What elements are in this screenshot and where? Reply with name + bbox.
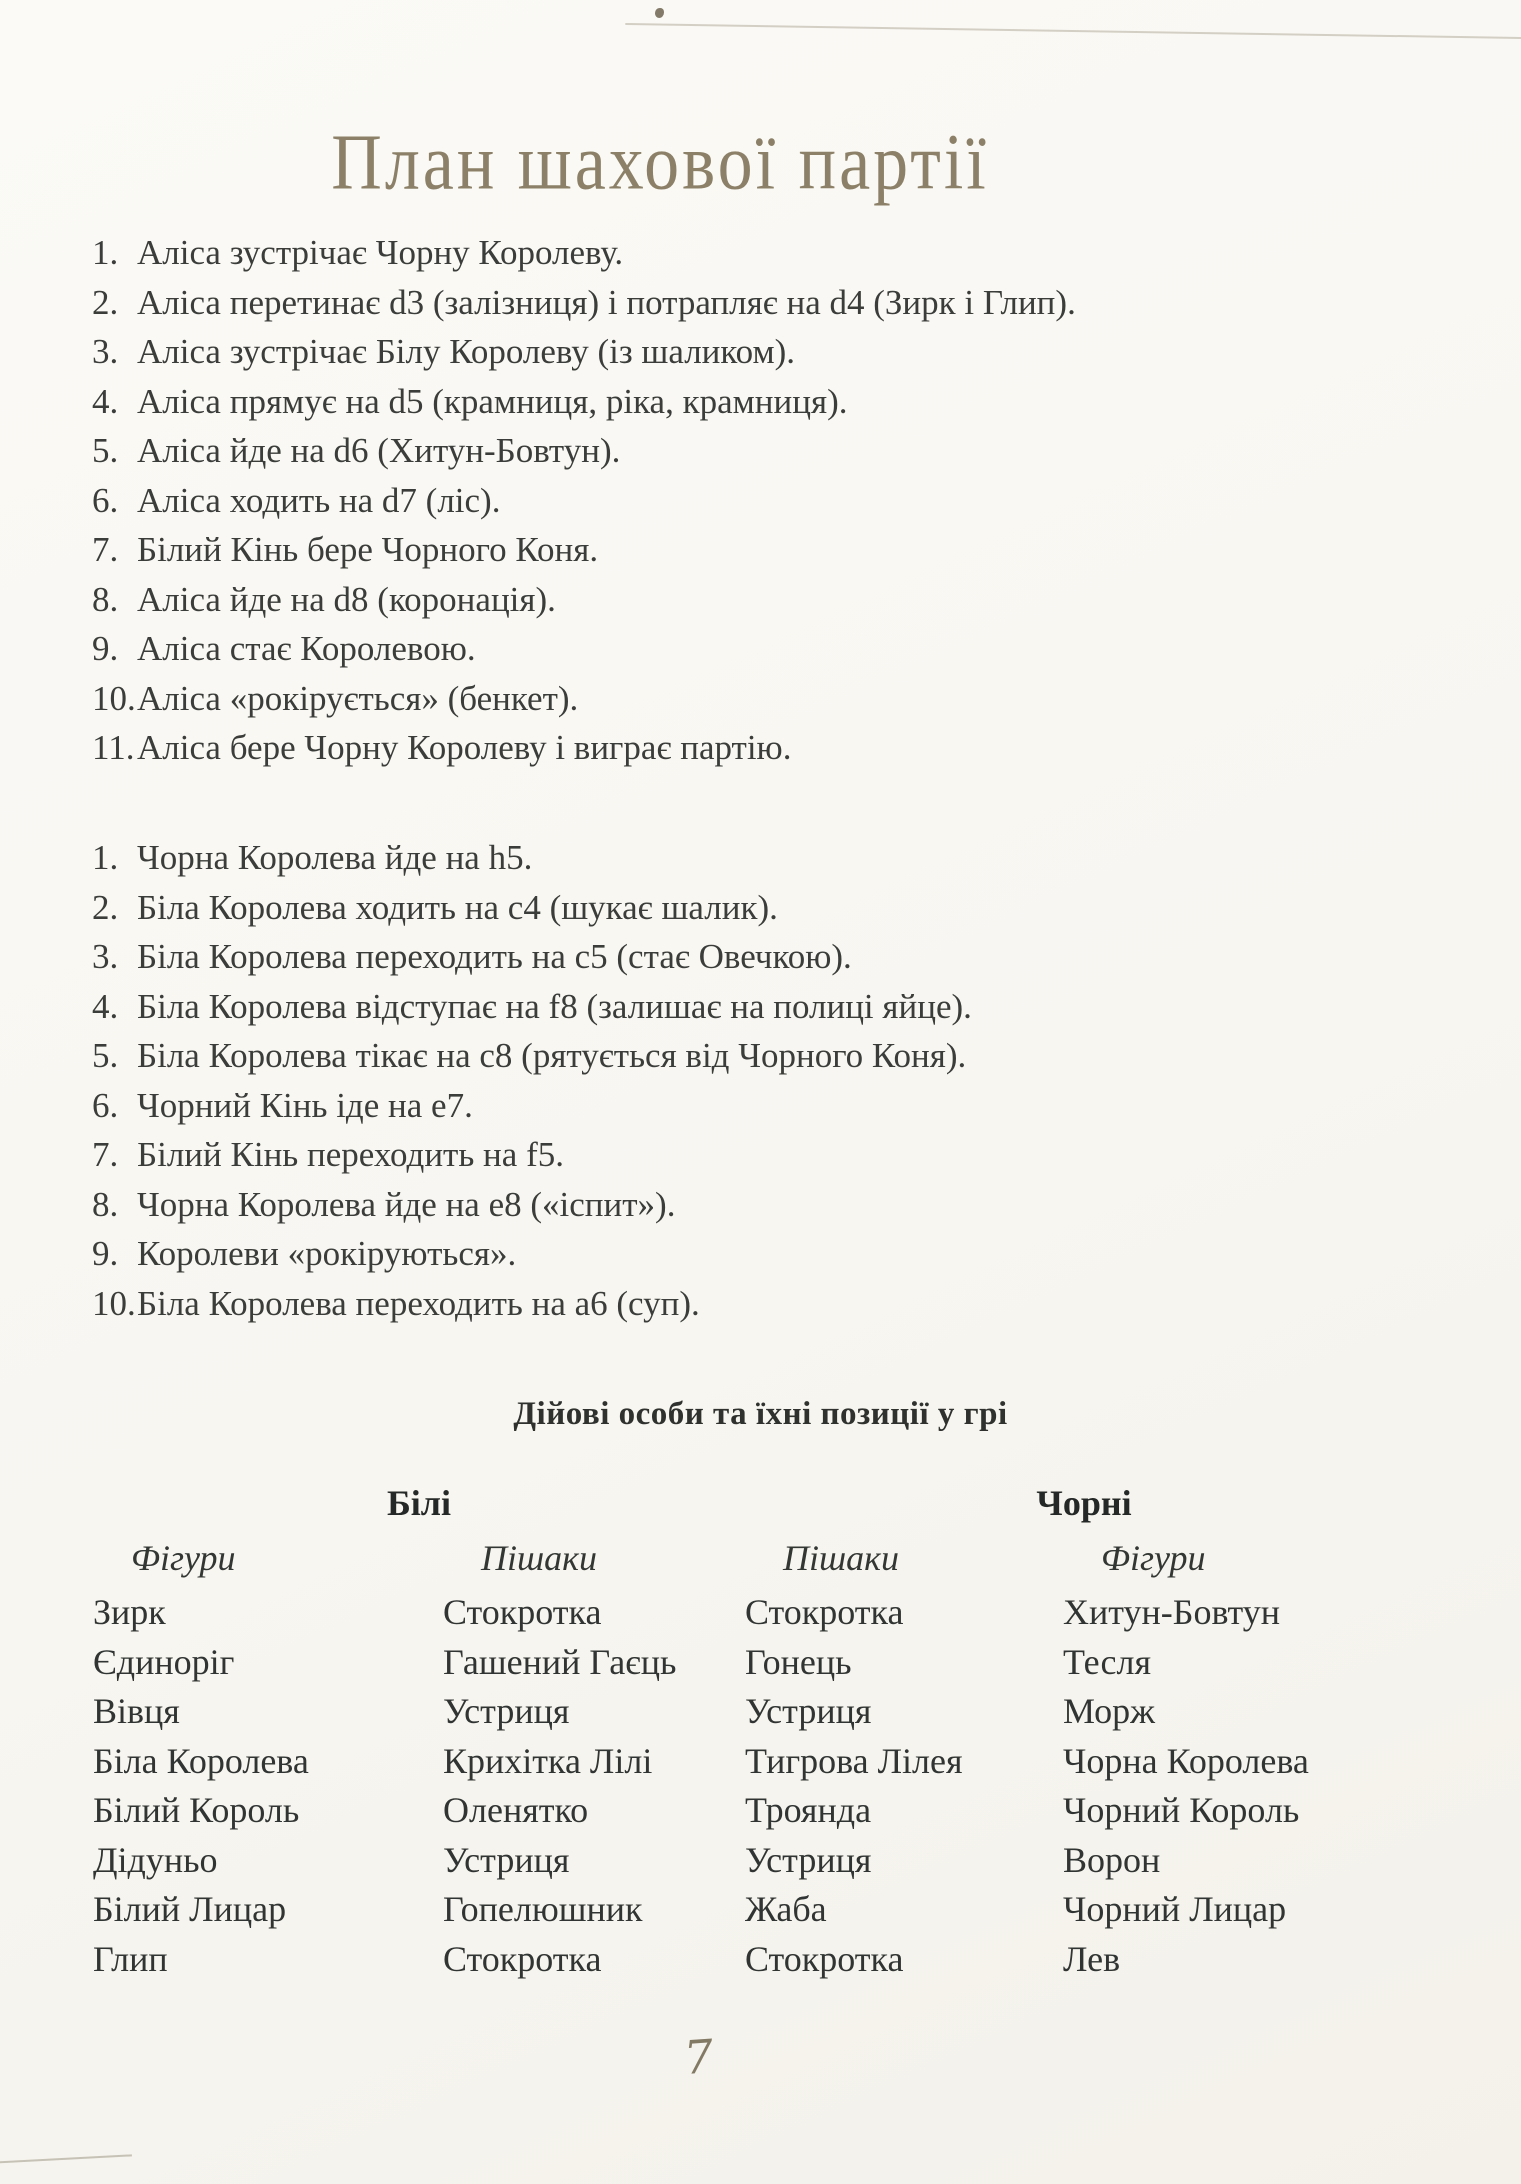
white-move-1 (92, 228, 1076, 278)
move-text: Аліса «рокірується» (бенкет). (137, 678, 579, 718)
black-move-7 (92, 1130, 972, 1180)
white-move-11 (92, 723, 1076, 773)
cast-cell: Глип (93, 1938, 168, 1979)
move-number: 10. (92, 678, 136, 718)
move-text: Аліса зустрічає Чорну Королеву. (137, 233, 624, 272)
black-move-8 (92, 1180, 972, 1230)
move-number: 9. (92, 629, 119, 668)
cast-table (93, 1478, 1423, 1984)
move-number: 2. (92, 887, 119, 927)
move-text: Чорна Королева йде на e8 («іспит»). (137, 1184, 676, 1224)
black-move-2 (92, 883, 972, 933)
white-move-2 (92, 278, 1076, 328)
move-number: 8. (92, 579, 119, 619)
move-text: Аліса зустрічає Білу Королеву (із шаликом). (137, 332, 796, 371)
white-move-9 (92, 624, 1076, 674)
black-move-1 (92, 833, 972, 883)
move-number: 5. (92, 431, 119, 470)
move-text: Аліса ходить на d7 (ліс). (137, 480, 501, 520)
black-move-6 (92, 1081, 972, 1131)
cast-cell: Білий Король (93, 1790, 300, 1830)
col-header-white-pawns: Пішаки (481, 1538, 598, 1578)
cast-heading: Дійові особи та їхні позиції у грі (513, 1396, 1008, 1432)
move-number: 9. (92, 1234, 119, 1273)
move-number: 3. (92, 937, 119, 976)
move-text: Аліса перетинає d3 (залізниця) і потрапляє на d4 (Зирк і Глип). (137, 282, 1076, 322)
white-move-3 (92, 327, 1076, 377)
cast-cell: Тигрова Лілея (745, 1740, 963, 1781)
page-number: 7 (682, 2029, 716, 2085)
cast-cell: Стокротка (745, 1592, 904, 1632)
scan-scratch-bottom (0, 2154, 132, 2163)
cast-cell: Жаба (745, 1889, 827, 1929)
cast-cell: Гашений Гаєць (443, 1641, 677, 1682)
col-header-black-figures: Фігури (1101, 1538, 1206, 1578)
move-text: Королеви «рокіруються». (137, 1234, 517, 1273)
move-text: Біла Королева відступає на f8 (залишає на полиці яйце). (137, 986, 972, 1026)
move-number: 5. (92, 1036, 119, 1075)
white-move-7 (92, 525, 1076, 575)
black-move-4 (92, 982, 972, 1032)
move-text: Біла Королева переходить на c5 (стає Овечкою). (137, 937, 852, 976)
move-text: Біла Королева переходить на a6 (суп). (137, 1283, 700, 1323)
move-text: Чорна Королева йде на h5. (137, 838, 533, 877)
cast-cell: Білий Лицар (93, 1889, 287, 1929)
cast-cell: Вівця (93, 1691, 180, 1731)
move-text: Аліса бере Чорну Королеву і виграє партію. (137, 728, 792, 767)
cast-cell: Оленятко (443, 1790, 589, 1830)
move-number: 6. (92, 480, 119, 520)
move-number: 1. (92, 233, 119, 272)
cast-cell: Морж (1063, 1691, 1155, 1731)
white-move-8 (92, 575, 1076, 625)
cast-cell: Біла Королева (93, 1740, 309, 1781)
move-number: 4. (92, 986, 119, 1026)
black-group-label: Чорні (1036, 1483, 1132, 1523)
cast-cell: Стокротка (745, 1938, 904, 1979)
move-text: Аліса йде на d8 (коронація). (137, 579, 556, 619)
white-moves-list (92, 228, 1076, 773)
move-number: 7. (92, 530, 119, 569)
cast-cell: Ворон (1063, 1839, 1161, 1880)
cast-cell: Крихітка Лілі (443, 1740, 653, 1781)
cast-cell: Хитун-Бовтун (1063, 1592, 1281, 1632)
move-text: Біла Королева ходить на c4 (шукає шалик). (137, 887, 778, 927)
col-header-white-figures: Фігури (131, 1538, 236, 1578)
move-text: Аліса прямує на d5 (крамниця, ріка, крамниця). (137, 381, 848, 421)
move-text: Білий Кінь переходить на f5. (137, 1135, 564, 1174)
cast-cell: Гонець (745, 1641, 852, 1682)
move-text: Чорний Кінь іде на e7. (137, 1085, 473, 1125)
move-number: 1. (92, 838, 119, 877)
black-move-9 (92, 1229, 972, 1279)
cast-cell: Чорний Лицар (1063, 1889, 1287, 1929)
move-number: 7. (92, 1135, 119, 1174)
page-title: План шахової партії (331, 119, 989, 207)
cast-cell: Устриця (745, 1839, 872, 1880)
cast-cell: Троянда (745, 1790, 872, 1830)
cast-cell: Стокротка (443, 1592, 602, 1632)
cast-cell: Чорний Король (1063, 1790, 1300, 1830)
cast-cell: Єдиноріг (93, 1641, 235, 1682)
move-text: Біла Королева тікає на c8 (рятується від Чорного Коня). (137, 1036, 967, 1075)
white-move-5 (92, 426, 1076, 476)
white-move-4 (92, 377, 1076, 427)
cast-cell: Тесля (1063, 1641, 1151, 1682)
cast-cell: Устриця (443, 1691, 570, 1731)
black-move-3 (92, 932, 972, 982)
move-text: Білий Кінь бере Чорного Коня. (137, 530, 599, 569)
cast-cell: Зирк (93, 1592, 166, 1632)
move-number: 8. (92, 1184, 119, 1224)
cast-cell: Чорна Королева (1063, 1740, 1309, 1781)
cast-cell: Стокротка (443, 1938, 602, 1979)
white-group-label: Білі (386, 1483, 451, 1523)
black-moves-list (92, 833, 972, 1328)
move-number: 2. (92, 282, 119, 322)
white-move-6 (92, 476, 1076, 526)
scan-scratch-line (625, 23, 1521, 39)
col-header-black-pawns: Пішаки (783, 1538, 900, 1578)
move-number: 10. (92, 1283, 136, 1323)
white-move-10 (92, 674, 1076, 724)
cast-cell: Дідуньо (93, 1839, 218, 1880)
move-number: 11. (92, 728, 135, 767)
black-move-10 (92, 1279, 972, 1329)
move-number: 3. (92, 332, 119, 371)
cast-cell: Гопелюшник (443, 1889, 643, 1929)
cast-cell: Лев (1063, 1938, 1121, 1979)
black-move-5 (92, 1031, 972, 1081)
cast-cell: Устриця (443, 1839, 570, 1880)
move-text: Аліса стає Королевою. (137, 629, 476, 668)
move-text: Аліса йде на d6 (Хитун-Бовтун). (137, 431, 621, 470)
move-number: 6. (92, 1085, 119, 1125)
cast-cell: Устриця (745, 1691, 872, 1731)
move-number: 4. (92, 381, 119, 421)
scan-speck (655, 8, 664, 18)
